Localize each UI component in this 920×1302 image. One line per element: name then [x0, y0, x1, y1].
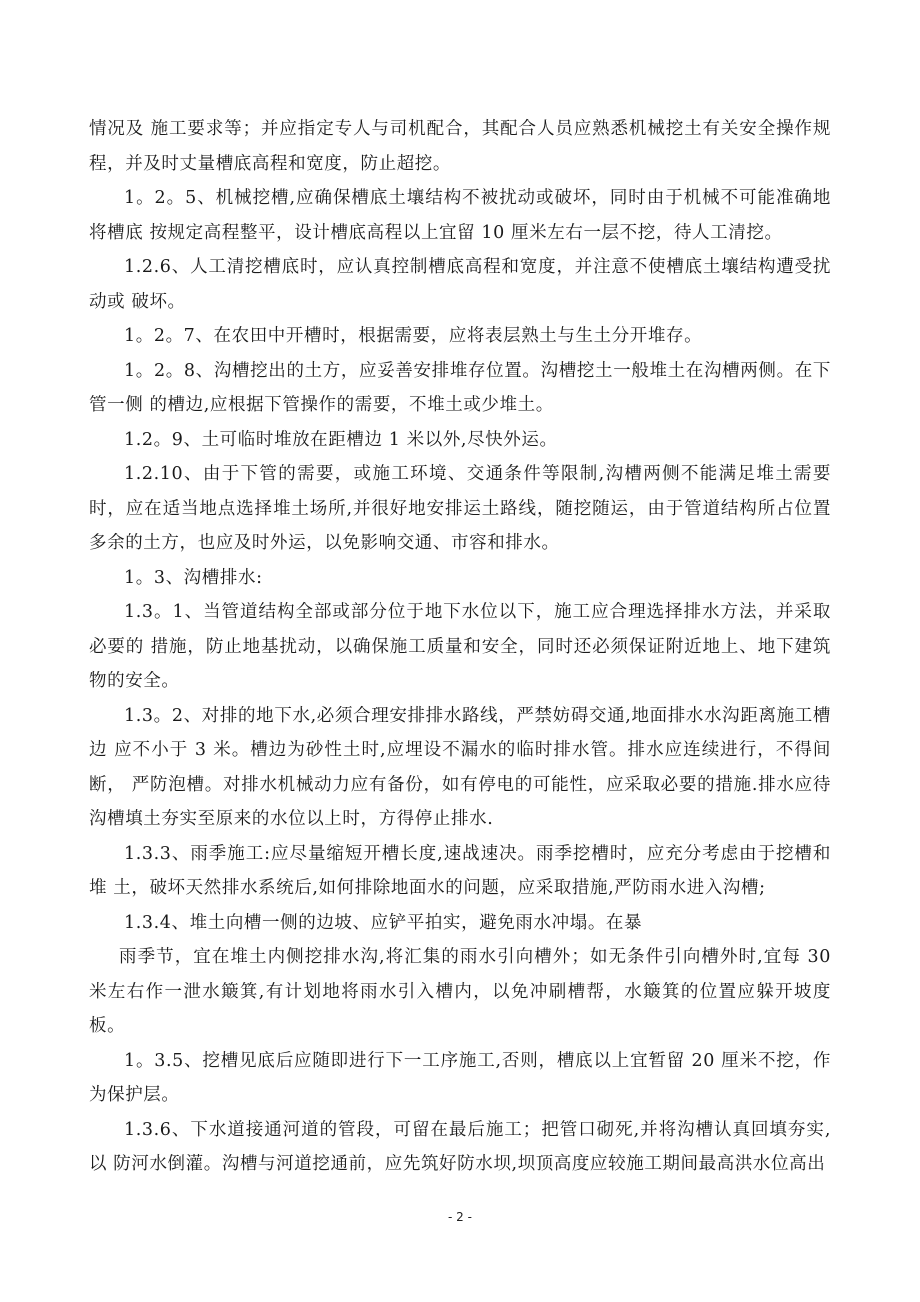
paragraph-1-3-1: 1.3。1、当管道结构全部或部分位于地下水位以下，施工应合理选择排水方法，并采取必要的 措施，防止地基扰动，以确保施工质量和安全，同时还必须保证附近地上、地下建筑物的安全。	[89, 602, 831, 691]
paragraph-1-2-6: 1.2.6、人工清挖槽底时，应认真控制槽底高程和宽度，并注意不使槽底土壤结构遭受扰动或 破坏。	[89, 257, 831, 312]
paragraph-1-2-5: 1。2。5、机械挖槽,应确保槽底土壤结构不被扰动或破坏，同时由于机械不可能准确地将槽底 按规定高程整平，设计槽底高程以上宜留 10 厘米左右一层不挖，待人工清挖。	[89, 188, 831, 243]
paragraph-1-2-9: 1.2。9、土可临时堆放在距槽边 1 米以外,尽快外运。	[124, 429, 558, 450]
page-number: - 2 -	[448, 1210, 472, 1224]
paragraph-1-2-8: 1。2。8、沟槽挖出的土方，应妥善安排堆存位置。沟槽挖土一般堆土在沟槽两侧。在下管一侧 的槽边,应根据下管操作的需要，不堆土或少堆土。	[89, 360, 831, 415]
paragraph-1-3-5: 1。3.5、挖槽见底后应随即进行下一工序施工,否则，槽底以上宜暂留 20 厘米不挖，作为保护层。	[89, 1050, 831, 1105]
paragraph-1-2-7: 1。2。7、在农田中开槽时，根据需要，应将表层熟土与生土分开堆存。	[124, 326, 703, 346]
paragraph-1-3-4: 1.3.4、堆土向槽一侧的边坡、应铲平拍实，避免雨水冲塌。在暴	[124, 912, 643, 933]
paragraph-1-3-6: 1.3.6、下水道接通河道的管段，可留在最后施工；把管口砌死,并将沟槽认真回填夯实,以 防河水倒灌。沟槽与河道挖通前，应先筑好防水坝,坝顶高度应较施工期间最高洪水位高出	[89, 1119, 831, 1174]
paragraph-1-3-3: 1.3.3、雨季施工:应尽量缩短开槽长度,速战速决。雨季挖槽时，应充分考虑由于挖槽和堆 土，破坏天然排水系统后,如何排除地面水的问题，应采取措施,严防雨水进入沟槽;	[89, 843, 831, 898]
paragraph-continuation: 情况及 施工要求等；并应指定专人与司机配合，其配合人员应熟悉机械挖土有关安全操作规程，并及时丈量槽底高程和宽度，防止超挖。	[89, 119, 831, 174]
body-text	[89, 112, 831, 1182]
paragraph-1-3-4-continued: 雨季节，宜在堆土内侧挖排水沟,将汇集的雨水引向槽外；如无条件引向槽外时,宜每 30 米左右作一泄水簸箕,有计划地将雨水引入槽内，以免冲刷槽帮，水簸箕的位置应躲开坡度板。	[89, 947, 831, 1036]
section-heading-1-3: 1。3、沟槽排水:	[124, 567, 263, 588]
paragraph-1-2-10: 1.2.10、由于下管的需要，或施工环境、交通条件等限制,沟槽两侧不能满足堆土需要时，应在适当地点选择堆土场所,并很好地安排运土路线，随挖随运，由于管道结构所占位置多余的土方，也应及时外运，以免影响交通、市容和排水。	[89, 464, 831, 553]
paragraph-1-3-2: 1.3。2、对排的地下水,必须合理安排排水路线，严禁妨碍交通,地面排水水沟距离施工槽边 应不小于 3 米。槽边为砂性土时,应埋设不漏水的临时排水管。排水应连续进行，不得间断， 严防泡槽。对排水机械动力应有备份，如有停电的可能性，应采取必要的措施.排水应待沟槽填土夯实至原来的水位以上时，方得停止排水.	[89, 705, 831, 829]
